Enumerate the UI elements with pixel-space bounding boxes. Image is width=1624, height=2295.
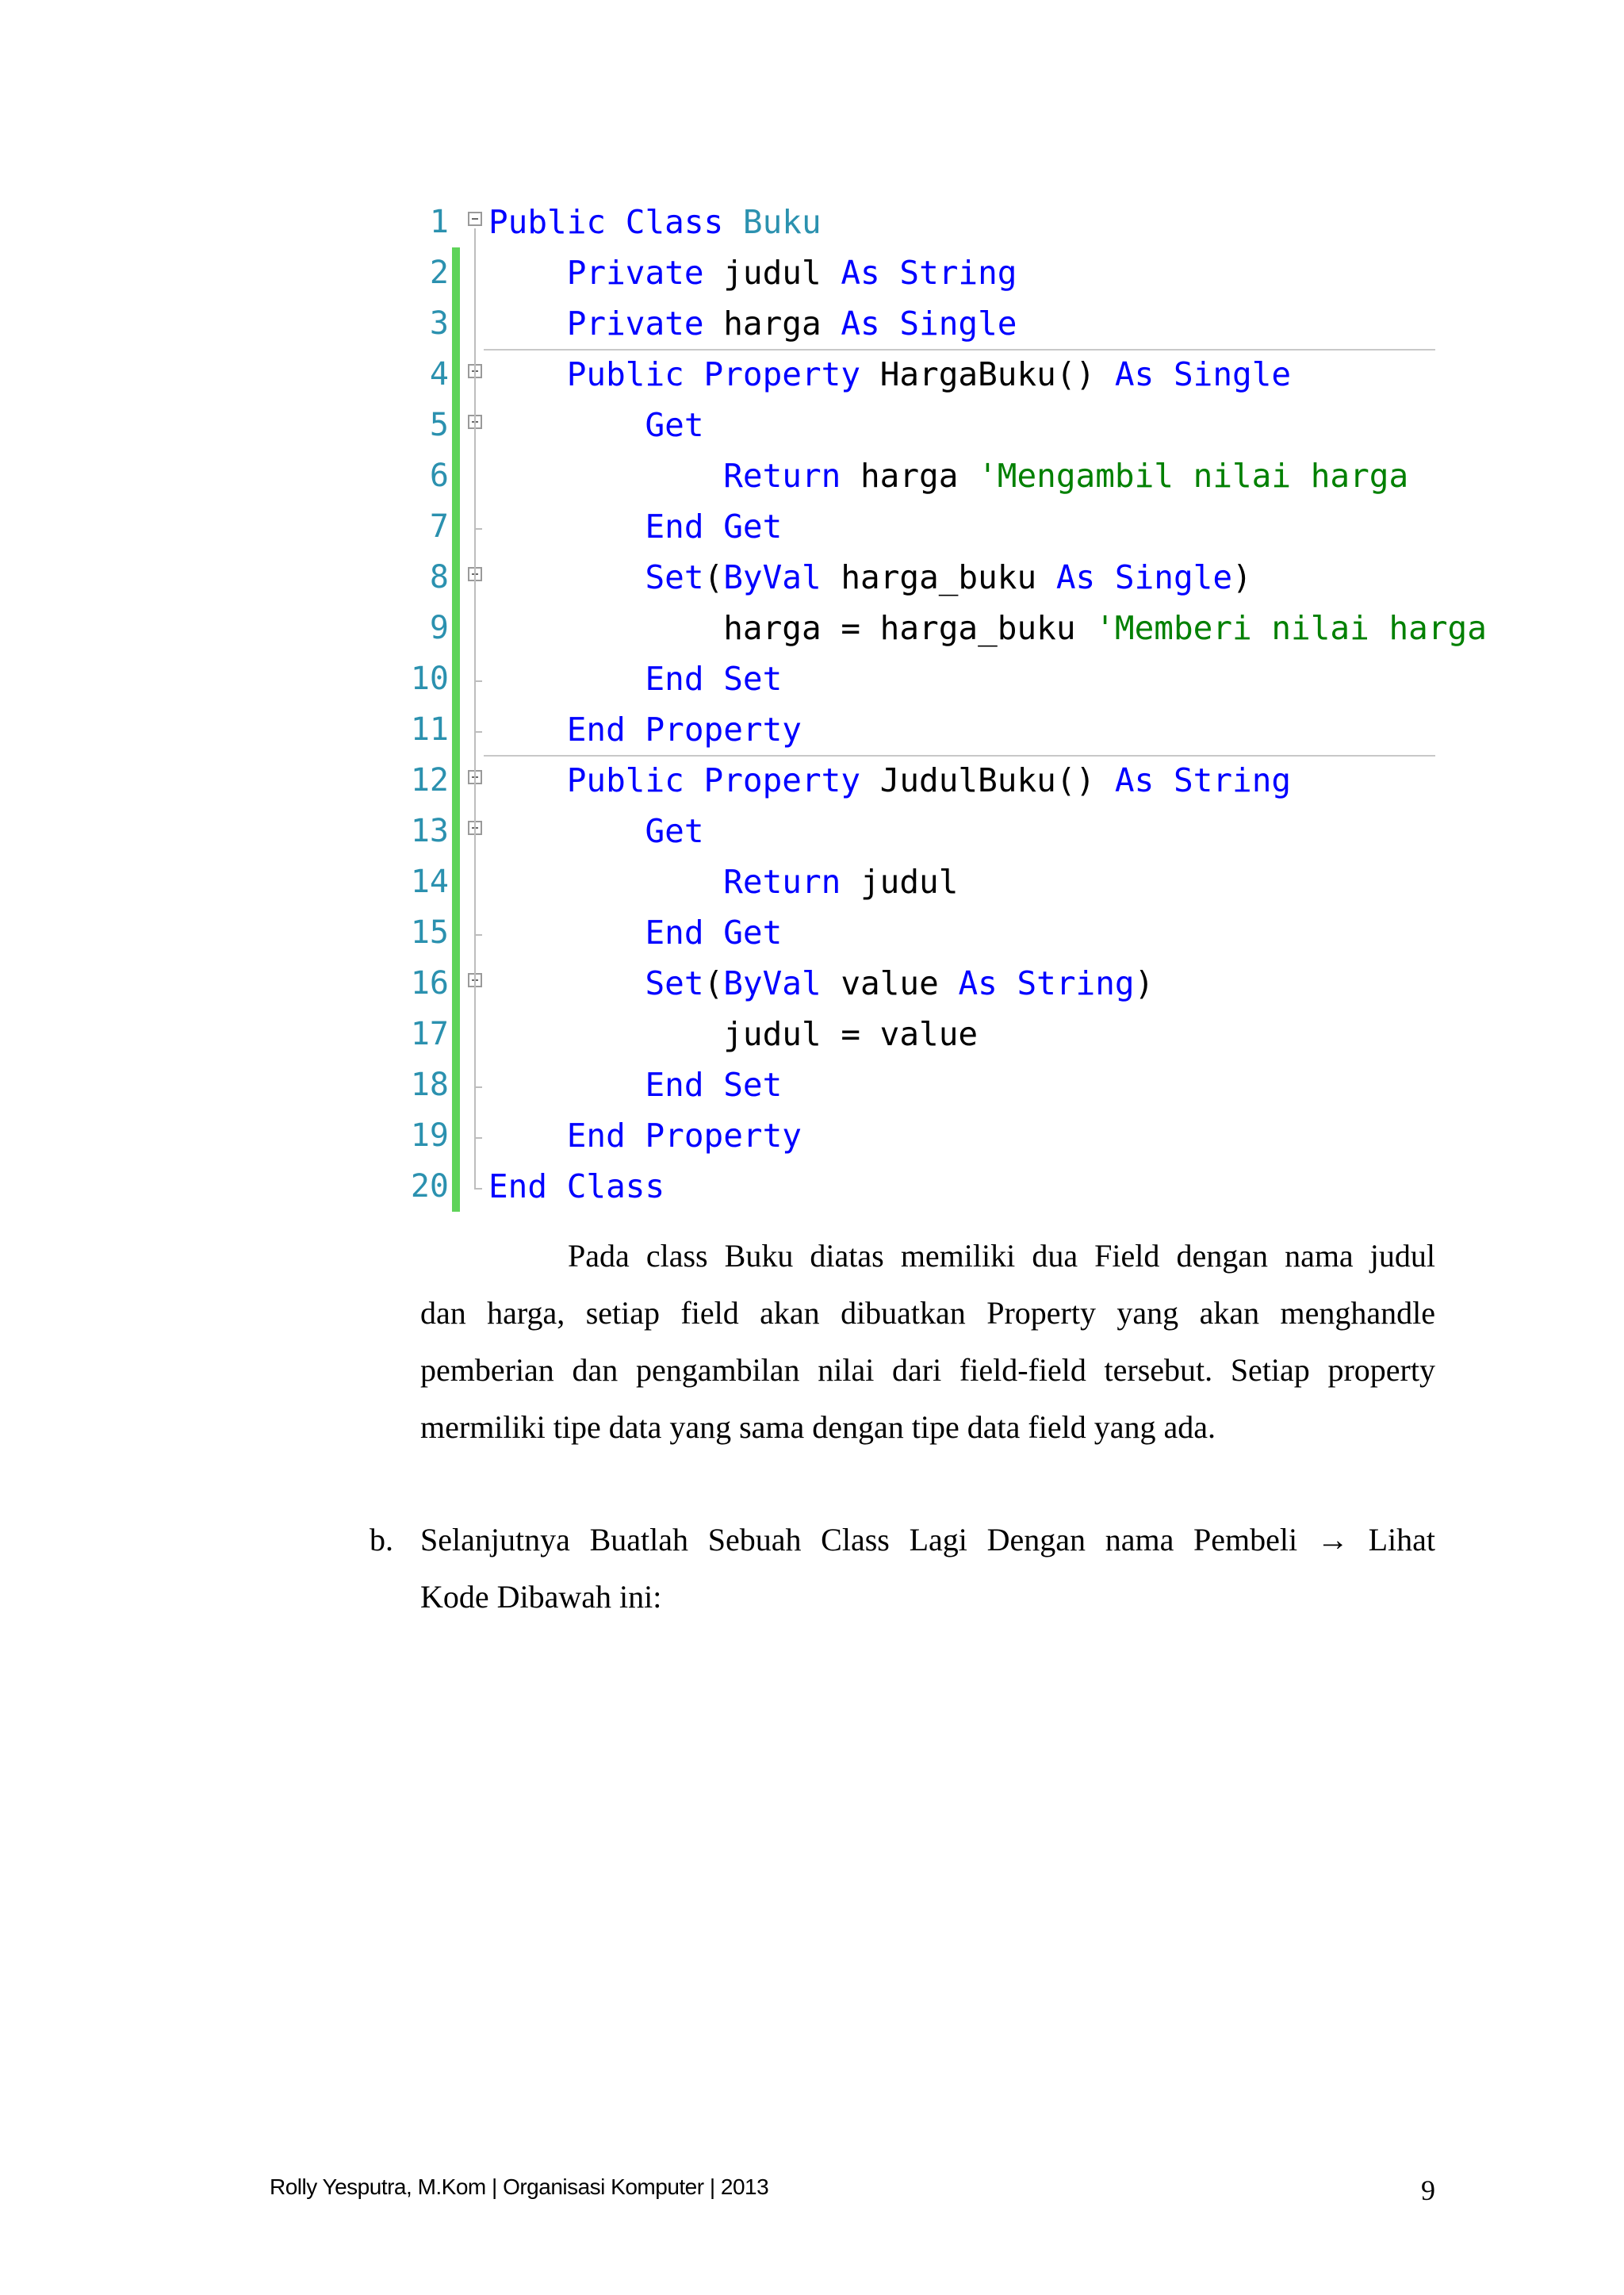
- code-token: Get: [488, 812, 704, 850]
- code-token: ): [1134, 964, 1155, 1002]
- code-token: ByVal: [723, 964, 841, 1002]
- code-text: [488, 1059, 782, 1110]
- line-number: 5: [429, 407, 449, 443]
- code-token: judul = value: [488, 1015, 979, 1053]
- code-line: [404, 958, 1435, 1009]
- paragraph-line: dan harga, setiap field akan dibuatkan Property yang akan menghandle: [420, 1295, 1435, 1331]
- change-indicator-bar: [452, 704, 460, 755]
- code-snippet: [404, 197, 1487, 1220]
- code-line: [404, 755, 1435, 806]
- fold-guide-end: [474, 731, 482, 733]
- line-number: 3: [429, 305, 449, 342]
- code-text: [488, 958, 1154, 1009]
- code-line: [404, 400, 1435, 450]
- code-text: [488, 298, 1017, 349]
- code-token: Set: [488, 558, 704, 596]
- code-token: Set: [488, 964, 704, 1002]
- code-token: harga = harga_buku: [488, 609, 1096, 647]
- code-token: As Single: [1055, 558, 1233, 596]
- code-line: [404, 1161, 1435, 1212]
- fold-guide-end: [474, 680, 482, 682]
- code-token: End Property: [488, 711, 802, 749]
- code-token: (: [703, 964, 724, 1002]
- code-line: [404, 197, 1435, 247]
- code-line: [404, 704, 1435, 755]
- page-number: 9: [1421, 2174, 1435, 2206]
- paragraph-line: Pada class Buku diatas memiliki dua Field dengan nama judul: [568, 1238, 1435, 1274]
- explanation-paragraph: [420, 1228, 1435, 1456]
- line-number: 19: [410, 1117, 449, 1154]
- code-token: Public Property: [488, 761, 880, 799]
- member-separator: [484, 349, 1435, 351]
- code-text: [488, 450, 1408, 501]
- code-token: Return: [488, 457, 860, 495]
- fold-guide-end: [474, 1086, 482, 1088]
- line-number: 12: [410, 762, 449, 799]
- code-token: JudulBuku(): [879, 761, 1115, 799]
- code-token: End Set: [488, 1066, 783, 1104]
- line-number: 16: [410, 965, 449, 1002]
- code-token: End Property: [488, 1117, 802, 1155]
- code-token: As String: [958, 964, 1135, 1002]
- code-text: [488, 400, 704, 450]
- code-text: [488, 856, 958, 907]
- fold-guide-end: [474, 1137, 482, 1139]
- code-token: ): [1232, 558, 1252, 596]
- code-token: judul: [723, 254, 841, 292]
- paragraph-line: pemberian dan pengambilan nilai dari field-field tersebut. Setiap property: [420, 1352, 1435, 1388]
- code-line: [404, 501, 1435, 552]
- code-text: [488, 247, 1017, 298]
- fold-guide-line: [474, 990, 476, 1086]
- code-line: [404, 806, 1435, 856]
- code-line: [404, 1009, 1435, 1059]
- code-token: Public Property: [488, 355, 880, 393]
- change-indicator-bar: [452, 856, 460, 907]
- list-item-line: Kode Dibawah ini:: [420, 1579, 662, 1615]
- code-token: End Set: [488, 660, 783, 698]
- code-line: [404, 349, 1435, 400]
- code-token: harga: [860, 457, 979, 495]
- code-token: value: [841, 964, 959, 1002]
- fold-guide-line: [474, 584, 476, 680]
- change-indicator-bar: [452, 653, 460, 704]
- code-token: judul: [860, 863, 959, 901]
- code-token: 'Memberi nilai harga: [1095, 609, 1487, 647]
- code-text: [488, 501, 782, 552]
- code-token: End Get: [488, 914, 783, 952]
- code-line: [404, 450, 1435, 501]
- line-number: 4: [429, 356, 449, 393]
- line-number: 13: [410, 813, 449, 849]
- code-line: [404, 653, 1435, 704]
- list-item-b: [420, 1511, 1435, 1626]
- line-number: 9: [429, 610, 449, 646]
- code-token: End Class: [488, 1167, 665, 1205]
- code-token: harga_buku: [841, 558, 1056, 596]
- fold-guide-line: [474, 431, 476, 528]
- code-token: HargaBuku(): [879, 355, 1115, 393]
- code-text: [488, 552, 1252, 603]
- line-number: 6: [429, 458, 449, 494]
- line-number: 18: [410, 1067, 449, 1103]
- line-number: 10: [410, 661, 449, 697]
- change-indicator-bar: [452, 755, 460, 806]
- code-text: [488, 907, 782, 958]
- line-number: 17: [410, 1016, 449, 1052]
- change-indicator-bar: [452, 450, 460, 501]
- change-indicator-bar: [452, 298, 460, 349]
- code-line: [404, 552, 1435, 603]
- line-number: 11: [410, 711, 449, 748]
- line-number: 20: [410, 1168, 449, 1205]
- code-line: [404, 856, 1435, 907]
- collapse-toggle-icon[interactable]: [468, 212, 482, 226]
- code-token: 'Mengambil nilai harga: [978, 457, 1409, 495]
- code-token: Get: [488, 406, 704, 444]
- code-text: [488, 1110, 802, 1161]
- code-token: As String: [841, 254, 1017, 292]
- paragraph-line: mermiliki tipe data yang sama dengan tipe data field yang ada.: [420, 1409, 1216, 1445]
- code-text: [488, 806, 704, 856]
- line-number: 2: [429, 255, 449, 291]
- change-indicator-bar: [452, 501, 460, 552]
- code-text: [488, 603, 1487, 653]
- code-token: Buku: [742, 203, 822, 241]
- code-text: [488, 704, 802, 755]
- code-line: [404, 907, 1435, 958]
- change-indicator-bar: [452, 247, 460, 298]
- code-text: [488, 1161, 665, 1212]
- code-line: [404, 247, 1435, 298]
- line-number: 8: [429, 559, 449, 596]
- code-text: [488, 197, 822, 247]
- page-footer: Rolly Yesputra, M.Kom | Organisasi Komputer | 2013: [270, 2174, 769, 2199]
- fold-guide-line: [474, 837, 476, 934]
- code-token: Public Class: [488, 203, 743, 241]
- change-indicator-bar: [452, 603, 460, 653]
- code-line: [404, 298, 1435, 349]
- change-indicator-bar: [452, 349, 460, 400]
- code-token: End Get: [488, 508, 783, 546]
- change-indicator-bar: [452, 400, 460, 450]
- line-number: 7: [429, 508, 449, 545]
- change-indicator-bar: [452, 1161, 460, 1212]
- code-line: [404, 1110, 1435, 1161]
- code-token: Private: [488, 254, 724, 292]
- line-number: 14: [410, 864, 449, 900]
- fold-guide-end: [474, 1188, 482, 1190]
- code-line: [404, 603, 1487, 653]
- line-number: 1: [429, 204, 449, 240]
- change-indicator-bar: [452, 806, 460, 856]
- code-text: [488, 755, 1291, 806]
- line-number: 15: [410, 914, 449, 951]
- change-indicator-bar: [452, 1009, 460, 1059]
- change-indicator-bar: [452, 552, 460, 603]
- member-separator: [484, 755, 1435, 757]
- change-indicator-bar: [452, 907, 460, 958]
- change-indicator-bar: [452, 1059, 460, 1110]
- list-marker: b.: [370, 1522, 393, 1557]
- fold-guide-end: [474, 934, 482, 936]
- change-indicator-bar: [452, 958, 460, 1009]
- code-token: Return: [488, 863, 860, 901]
- code-token: As Single: [1114, 355, 1292, 393]
- code-token: ByVal: [723, 558, 841, 596]
- code-text: [488, 1009, 978, 1059]
- code-token: harga: [723, 305, 841, 343]
- code-text: [488, 349, 1291, 400]
- code-token: (: [703, 558, 724, 596]
- code-token: Private: [488, 305, 724, 343]
- code-text: [488, 653, 782, 704]
- code-token: As String: [1114, 761, 1292, 799]
- list-item-line: Selanjutnya Buatlah Sebuah Class Lagi Dengan nama Pembeli → Lihat: [420, 1522, 1435, 1557]
- code-line: [404, 1059, 1435, 1110]
- fold-guide-end: [474, 528, 482, 530]
- code-token: As Single: [841, 305, 1017, 343]
- change-indicator-bar: [452, 1110, 460, 1161]
